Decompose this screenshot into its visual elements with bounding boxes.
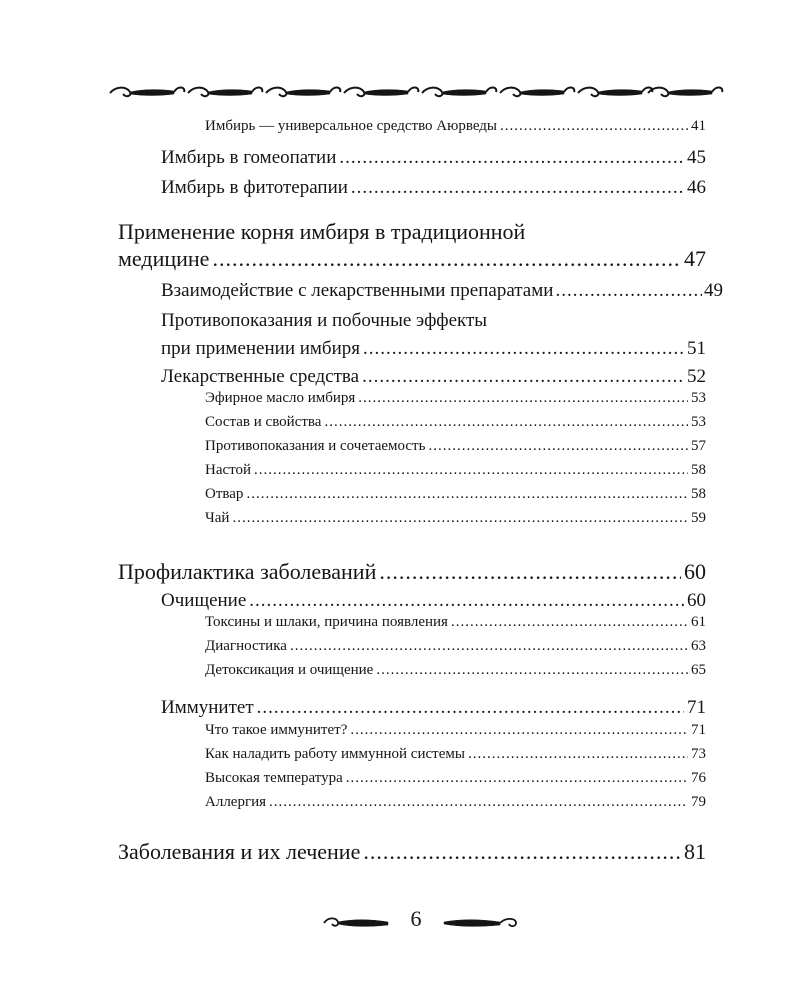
toc-dot-leader: [246, 486, 688, 503]
toc-page-number: 58: [691, 462, 706, 478]
toc-entry: [118, 246, 706, 272]
toc-dot-leader: [363, 338, 684, 360]
toc-entry: [205, 614, 706, 631]
toc-dot-leader: [358, 390, 688, 407]
toc-entry: [205, 746, 706, 763]
toc-entry: [205, 414, 706, 431]
toc-entry: [205, 390, 706, 407]
toc-dot-leader: [346, 770, 688, 787]
toc-page-number: 49: [704, 280, 723, 301]
toc-entry-title: Эфирное масло имбиря: [205, 390, 356, 406]
toc-entry-title: Взаимодействие с лекарственными препаратами: [161, 280, 554, 301]
toc-entry-title: Детоксикация и очищение: [205, 662, 374, 678]
toc-entry: [161, 590, 706, 612]
toc-entry-title: Имбирь в гомеопатии: [161, 147, 337, 168]
toc-entry: [161, 366, 706, 388]
toc-page-number: 73: [691, 746, 706, 762]
toc-entry-title-line1: Применение корня имбиря в традиционной: [118, 219, 526, 244]
toc-entry-title: при применении имбиря: [161, 338, 360, 359]
toc-page-number: 63: [691, 638, 706, 654]
toc-dot-leader: [555, 280, 702, 302]
toc-page-number: 79: [691, 794, 706, 810]
toc-page-number: 45: [687, 147, 706, 168]
toc-page-number: 58: [691, 486, 706, 502]
toc-entry-title: медицине: [118, 246, 210, 271]
toc-dot-leader: [379, 559, 681, 585]
toc-page-number: 60: [684, 559, 706, 584]
toc-dot-leader: [269, 794, 688, 811]
toc-dot-leader: [351, 177, 684, 199]
toc-page-number: 81: [684, 839, 706, 864]
toc-page-number: 57: [691, 438, 706, 454]
toc-dot-leader: [339, 147, 684, 169]
toc-page-number: 71: [691, 722, 706, 738]
toc-dot-leader: [254, 462, 688, 479]
page-footer: [0, 906, 800, 938]
flourish-left-icon: [322, 914, 392, 930]
toc-entry-title-line1: Противопоказания и побочные эффекты: [161, 310, 488, 331]
toc-entry-title: Противопоказания и сочетаемость: [205, 438, 426, 454]
toc-entry-title: Состав и свойства: [205, 414, 322, 430]
flourish-right-icon: [440, 914, 520, 930]
toc-page-number: 46: [687, 177, 706, 198]
toc-entry-title: Настой: [205, 462, 252, 478]
toc-entry-title: Как наладить работу иммунной системы: [205, 746, 465, 762]
toc-dot-leader: [468, 746, 688, 763]
toc-page-number: 61: [691, 614, 706, 630]
toc-entry: [161, 147, 706, 169]
toc-entry-title: Токсины и шлаки, причина появления: [205, 614, 448, 630]
toc-entry: [118, 559, 706, 585]
toc-entry-title: Аллергия: [205, 794, 267, 810]
toc-page-number: 60: [687, 590, 706, 611]
toc-entry: [161, 338, 706, 360]
toc-entry: [205, 462, 706, 479]
toc-page-number: 59: [691, 510, 706, 526]
toc-entry: [205, 118, 706, 135]
toc-dot-leader: [363, 839, 681, 865]
toc-entry: [205, 722, 706, 739]
toc-page-number: 52: [687, 366, 706, 387]
toc-entry: [161, 697, 706, 719]
toc-entry: [161, 280, 723, 302]
toc-dot-leader: [350, 722, 688, 739]
toc-entry-title: Высокая температура: [205, 770, 343, 786]
toc-dot-leader: [290, 638, 688, 655]
toc-page-number: 51: [687, 338, 706, 359]
toc-page-number: 76: [691, 770, 706, 786]
toc-dot-leader: [362, 366, 684, 388]
toc-entry: [205, 486, 706, 503]
toc-page-number: 53: [691, 414, 706, 430]
toc-dot-leader: [212, 246, 681, 272]
toc-entry: [118, 839, 706, 865]
toc-dot-leader: [249, 590, 684, 612]
toc-entry: [205, 770, 706, 787]
toc-entry-title: Отвар: [205, 486, 244, 502]
toc-dot-leader: [324, 414, 688, 431]
toc-entry-title: Чай: [205, 510, 230, 526]
toc-entry-title: Диагностика: [205, 638, 287, 654]
toc-entry-title: Что такое иммунитет?: [205, 722, 348, 738]
toc-dot-leader: [451, 614, 688, 631]
toc-entry: [205, 662, 706, 679]
toc-entry: [205, 794, 706, 811]
toc-entry-title: Имбирь — универсальное средство Аюрведы: [205, 118, 498, 134]
toc-entry-title: Профилактика заболеваний: [118, 559, 377, 584]
toc-entry: [205, 438, 706, 455]
toc-dot-leader: [232, 510, 688, 527]
toc-dot-leader: [257, 697, 684, 719]
toc-page-number: 53: [691, 390, 706, 406]
toc-page-number: 71: [687, 697, 706, 718]
toc-entry-title: Иммунитет: [161, 697, 254, 718]
toc-page-number: 41: [691, 118, 706, 134]
toc-entry: [205, 510, 706, 527]
toc-dot-leader: [428, 438, 688, 455]
toc-page-number: 47: [684, 246, 706, 271]
toc-dot-leader: [376, 662, 688, 679]
toc-entry-title: Имбирь в фитотерапии: [161, 177, 348, 198]
toc-entry-title: Очищение: [161, 590, 247, 611]
toc-entry-title: Заболевания и их лечение: [118, 839, 361, 864]
toc-dot-leader: [500, 118, 688, 135]
toc-entry-title: Лекарственные средства: [161, 366, 360, 387]
page-number: 6: [410, 906, 422, 931]
toc-entry: [205, 638, 706, 655]
toc-page-number: 65: [691, 662, 706, 678]
toc-entry: [161, 177, 706, 199]
